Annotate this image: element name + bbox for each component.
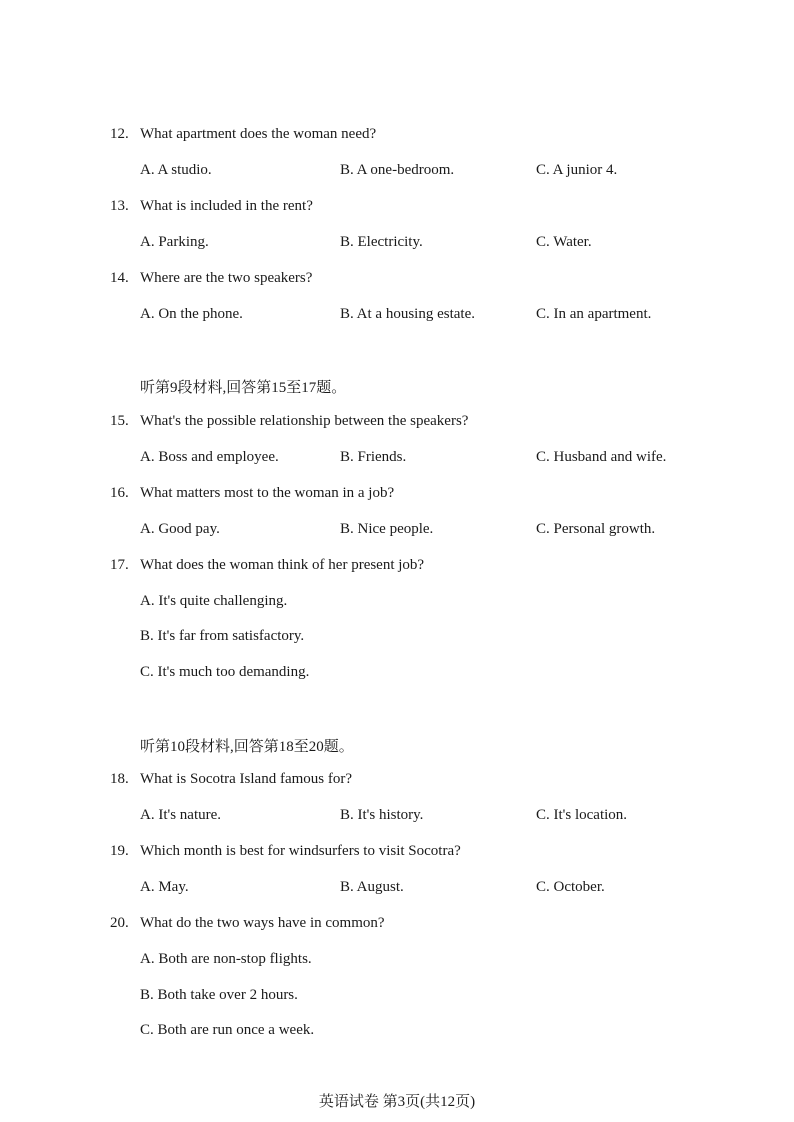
question-text: Which month is best for windsurfers to visit Socotra? xyxy=(140,843,461,859)
option-c: C. Water. xyxy=(536,234,592,250)
option-c: C. It's much too demanding. xyxy=(140,664,310,680)
option-b: B. Electricity. xyxy=(340,234,423,250)
question-text: What's the possible relationship between the speakers? xyxy=(140,413,469,429)
option-a: A. Both are non-stop flights. xyxy=(140,951,312,967)
page-footer: 英语试卷 第3页(共12页) xyxy=(318,1094,476,1110)
option-b: B. Friends. xyxy=(340,449,407,465)
option-b: B. A one-bedroom. xyxy=(340,162,455,178)
option-a: A. Parking. xyxy=(140,234,209,250)
option-a: A. Boss and employee. xyxy=(140,449,279,465)
option-b: B. Both take over 2 hours. xyxy=(140,987,298,1003)
question-15: 15. What's the possible relationship between the speakers? xyxy=(110,413,469,429)
option-b: B. It's far from satisfactory. xyxy=(140,628,305,644)
option-b: B. At a housing estate. xyxy=(340,306,475,322)
option-c: C. Both are run once a week. xyxy=(140,1022,315,1038)
question-19: 19. Which month is best for windsurfers to visit Socotra? xyxy=(110,843,461,859)
question-text: What is Socotra Island famous for? xyxy=(140,771,353,787)
question-text: What do the two ways have in common? xyxy=(140,915,385,931)
option-c: C. In an apartment. xyxy=(536,306,652,322)
option-c: C. A junior 4. xyxy=(536,162,618,178)
option-a: A. On the phone. xyxy=(140,306,243,322)
question-12: 12. What apartment does the woman need? xyxy=(110,126,377,142)
option-b: B. Nice people. xyxy=(340,521,434,537)
question-text: What is included in the rent? xyxy=(140,198,313,214)
option-b: B. It's history. xyxy=(340,807,424,823)
section-heading-10: 听第10段材料,回答第18至20题。 xyxy=(140,739,354,755)
section-heading-9: 听第9段材料,回答第15至17题。 xyxy=(140,380,347,396)
option-a: A. It's nature. xyxy=(140,807,222,823)
question-text: What apartment does the woman need? xyxy=(140,126,377,142)
question-text: What matters most to the woman in a job? xyxy=(140,485,395,501)
option-a: A. A studio. xyxy=(140,162,212,178)
question-13: 13. What is included in the rent? xyxy=(110,198,313,214)
option-c: C. Husband and wife. xyxy=(536,449,667,465)
question-17: 17. What does the woman think of her present job? xyxy=(110,557,425,573)
question-14: 14. Where are the two speakers? xyxy=(110,270,313,286)
option-a: A. Good pay. xyxy=(140,521,220,537)
question-18: 18. What is Socotra Island famous for? xyxy=(110,771,353,787)
question-text: Where are the two speakers? xyxy=(140,270,313,286)
option-a: A. It's quite challenging. xyxy=(140,593,288,609)
option-c: C. Personal growth. xyxy=(536,521,656,537)
question-text: What does the woman think of her present job? xyxy=(140,557,425,573)
option-c: C. It's location. xyxy=(536,807,628,823)
option-a: A. May. xyxy=(140,879,189,895)
option-b: B. August. xyxy=(340,879,404,895)
option-c: C. October. xyxy=(536,879,605,895)
question-16: 16. What matters most to the woman in a job? xyxy=(110,485,395,501)
question-20: 20. What do the two ways have in common? xyxy=(110,915,385,931)
